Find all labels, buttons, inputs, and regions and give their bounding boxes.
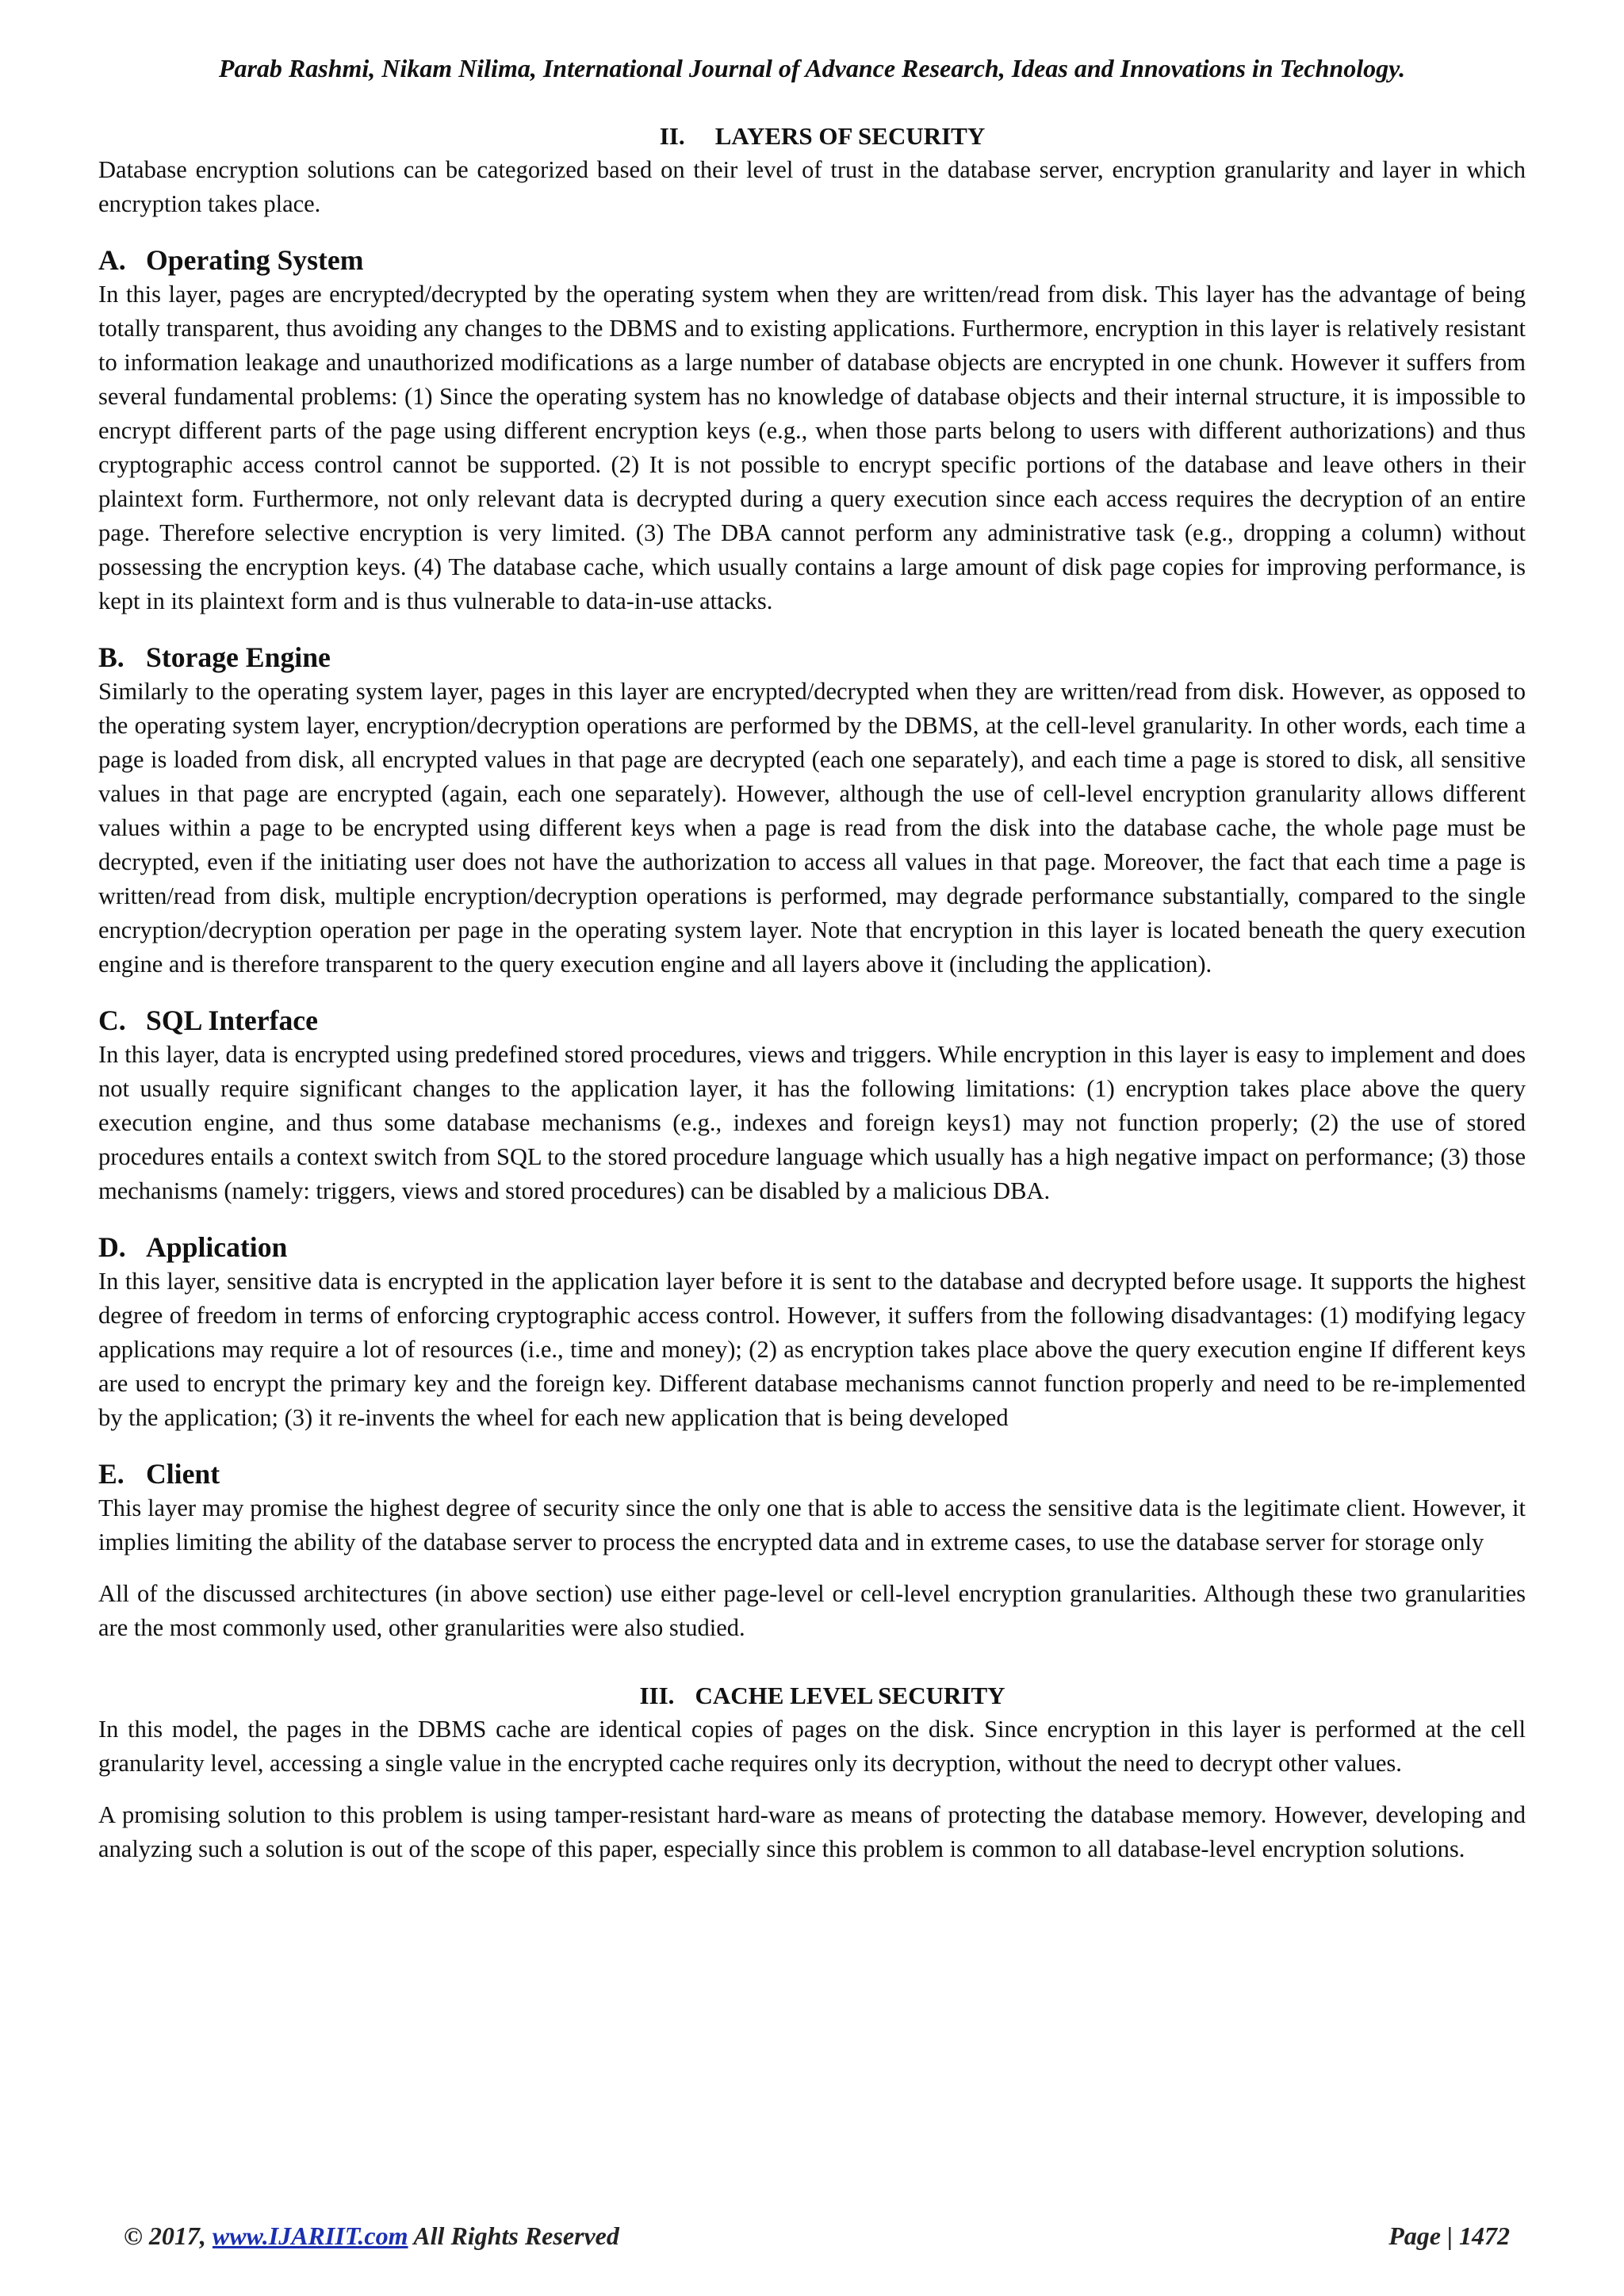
footer-copyright — [124, 2221, 619, 2251]
subsection-letter: C. — [98, 1004, 126, 1036]
subsection-paragraph: Similarly to the operating system layer, pages in this layer are encrypted/decrypted when they are written/read from disk. However, as opposed to the operating system layer, encryption/decryption operations are performed by the DBMS, at the cell-level granularity. In other words, each time a page is loaded from disk, all encrypted values in that page are decrypted (each one separately), and each time a page is stored to disk, all sensitive values in that page are encrypted (again, each one separately). However, although the use of cell-level encryption granularity allows different values within a page to be encrypted using different keys when a page is read from the disk into the database cache, the whole page must be decrypted, even if the initiating user does not have the authorization to access all values in that page. Moreover, the fact that each time a page is written/read from disk, multiple encryption/decryption operations is performed, may degrade performance substantially, compared to the single encryption/decryption operation per page in the operating system layer. Note that encryption in this layer is located beneath the query execution engine and is therefore transparent to the query execution engine and all layers above it (including the application). — [98, 678, 1526, 978]
rights-text: All Rights Reserved — [408, 2221, 619, 2250]
section-number: III. — [639, 1682, 675, 1709]
subsection-letter: D. — [98, 1231, 126, 1263]
subsection-operating-system — [98, 243, 1526, 618]
subsection-storage-engine — [98, 641, 1526, 982]
subsection-title: Application — [146, 1231, 288, 1263]
section-closing-paragraph: All of the discussed architectures (in above section) use either page-level or cell-level encryption granularities. Although these two granularities are the most commonly used, other granularities were also studied. — [98, 1580, 1526, 1641]
subsection-application — [98, 1230, 1526, 1435]
subsection-paragraph: In this layer, pages are encrypted/decrypted by the operating system when they are written/read from disk. This layer has the advantage of being totally transparent, thus avoiding any changes to the DBMS and to existing applications. Furthermore, encryption in this layer is relatively resistant to information leakage and unauthorized modifications as a large number of database objects are encrypted in one chunk. However it suffers from several fundamental problems: (1) Since the operating system has no knowledge of database objects and their internal structure, it is impossible to encrypt different parts of the page using different encryption keys (e.g., when those parts belong to users with different authorizations) and thus cryptographic access control cannot be supported. (2) It is not possible to encrypt specific portions of the database and leave others in their plaintext form. Furthermore, not only relevant data is decrypted during a query execution since each access requires the decryption of an entire page. Therefore selective encryption is very limited. (3) The DBA cannot perform any administrative task (e.g., dropping a column) without possessing the encryption keys. (4) The database cache, which usually contains a large amount of disk page copies for improving performance, is kept in its plaintext form and is thus vulnerable to data-in-use attacks. — [98, 281, 1526, 614]
subsection-heading — [98, 1004, 1526, 1038]
subsection-heading — [98, 1230, 1526, 1265]
body-content — [98, 119, 1526, 1866]
cache-paragraph-2: A promising solution to this problem is using tamper-resistant hard-ware as means of protecting the database memory. However, developing and analyzing such a solution is out of the scope of this paper, especially since this problem is common to all database-level encryption solutions. — [98, 1801, 1526, 1862]
section-title-text: LAYERS OF SECURITY — [714, 122, 986, 150]
page-number: Page | 1472 — [1388, 2221, 1510, 2250]
section-number: II. — [659, 122, 685, 150]
subsection-letter: E. — [98, 1458, 124, 1490]
journal-website-link[interactable]: www.IJARIIT.com — [212, 2221, 408, 2250]
section-title-text: CACHE LEVEL SECURITY — [695, 1682, 1005, 1709]
subsection-client — [98, 1457, 1526, 1559]
subsection-letter: B. — [98, 641, 124, 673]
subsection-paragraph: In this layer, data is encrypted using predefined stored procedures, views and triggers. While encryption in this layer is easy to implement and does not usually require significant changes to the application layer, it has the following limitations: (1) encryption takes place above the query execution engine, and thus some database mechanisms (e.g., indexes and foreign keys1) may not function properly; (2) the use of stored procedures entails a context switch from SQL to the stored procedure language which usually has a high negative impact on performance; (3) those mechanisms (namely: triggers, views and stored procedures) can be disabled by a malicious DBA. — [98, 1041, 1526, 1204]
section-heading-layers-of-security — [98, 119, 1526, 153]
running-header: Parab Rashmi, Nikam Nilima, International Journal of Advance Research, Ideas and Innovations in Technology. — [218, 54, 1406, 82]
subsection-heading — [98, 1457, 1526, 1491]
subsection-paragraph: In this layer, sensitive data is encrypted in the application layer before it is sent to the database and decrypted before usage. It supports the highest degree of freedom in terms of enforcing cryptographic access control. However, it suffers from the following disadvantages: (1) modifying legacy applications may require a lot of resources (i.e., time and money); (2) as encryption takes place above the query execution engine If different keys are used to encrypt the primary key and the foreign key. Different database mechanisms cannot function properly and need to be re-implemented by the application; (3) it re-invents the wheel for each new application that is being developed — [98, 1268, 1526, 1431]
subsection-sql-interface — [98, 1004, 1526, 1208]
subsection-heading — [98, 243, 1526, 277]
subsection-heading — [98, 641, 1526, 675]
section-intro-paragraph: Database encryption solutions can be categorized based on their level of trust in the database server, encryption granularity and layer in which encryption takes place. — [98, 156, 1526, 217]
subsection-letter: A. — [98, 244, 126, 276]
subsection-title: Storage Engine — [146, 641, 331, 673]
copyright-text: © 2017, — [124, 2221, 213, 2250]
subsection-title: Client — [146, 1458, 220, 1490]
subsection-title: Operating System — [146, 244, 364, 276]
section-heading-cache-level-security — [98, 1678, 1526, 1712]
subsection-title: SQL Interface — [146, 1004, 318, 1036]
cache-paragraph-1: In this model, the pages in the DBMS cache are identical copies of pages on the disk. Since encryption in this layer is performed at the cell granularity level, accessing a single value in the encrypted cache requires only its decryption, without the need to decrypt other values. — [98, 1716, 1526, 1777]
subsection-paragraph: This layer may promise the highest degree of security since the only one that is able to access the sensitive data is the legitimate client. However, it implies limiting the ability of the database server to process the encrypted data and in extreme cases, to use the database server for storage only — [98, 1494, 1526, 1556]
